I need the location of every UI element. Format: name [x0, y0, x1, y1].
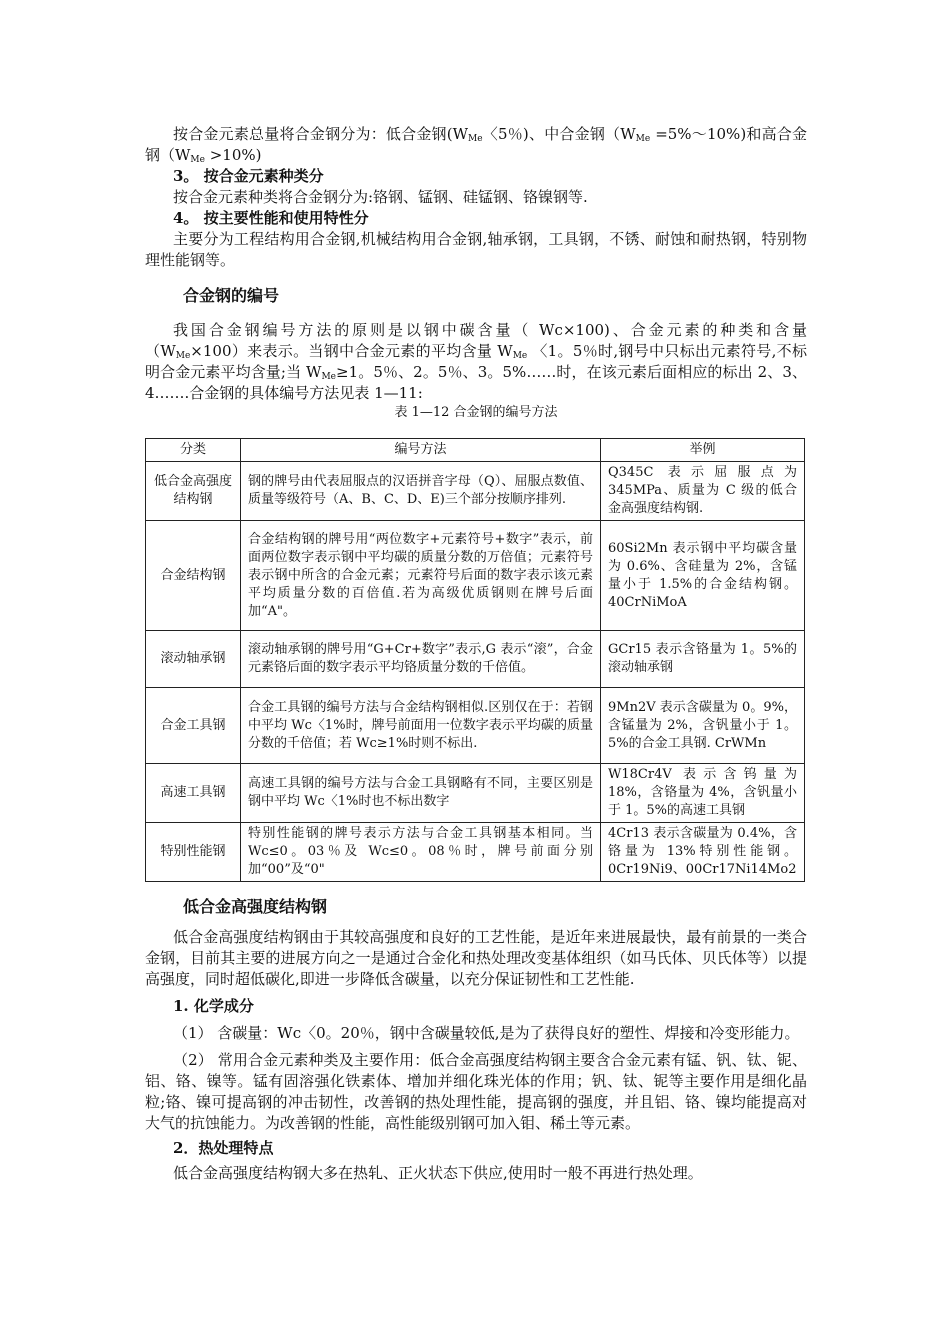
cell-example: 9Mn2V 表示含碳量为 0。9%，含锰量为 2%，含钒量小于 1。5%的合金工具钢. CrWMn — [601, 688, 805, 764]
cell-category: 滚动轴承钢 — [146, 631, 241, 688]
cell-example: 4Cr13 表示含碳量为 0.4%，含铬量为 13%特别性能钢。0Cr19Ni9、00Cr17Ni14Mo2 — [601, 823, 805, 882]
cell-method: 钢的牌号由代表屈服点的汉语拼音字母（Q）、屈服点数值、质量等级符号（A、B、C、D、E)三个部分按顺序排列. — [241, 462, 601, 521]
paragraph-heat-treatment: 低合金高强度结构钢大多在热轧、正火状态下供应,使用时一般不再进行热处理。 — [173, 1164, 703, 1182]
header-method: 编号方法 — [241, 439, 601, 462]
table-row — [146, 521, 805, 631]
cell-example: GCr15 表示含铬量为 1。5%的滚动轴承钢 — [601, 631, 805, 688]
table-row — [146, 764, 805, 823]
cell-category: 合金工具钢 — [146, 688, 241, 764]
heading-by-element-type: 3。 按合金元素种类分 — [173, 167, 324, 185]
cell-example: Q345C 表示屈服点为 345MPa、质量为 C 级的低合金高强度结构钢. — [601, 462, 805, 521]
cell-method: 滚动轴承钢的牌号用“G+Cr+数字”表示,G 表示“滚”，合金元素铬后面的数字表示平均铬质量分数的千倍值。 — [241, 631, 601, 688]
heading-heat-treatment: 2．热处理特点 — [173, 1139, 274, 1157]
table-row — [146, 688, 805, 764]
section-title-numbering: 合金钢的编号 — [183, 286, 280, 305]
section-title-hsla: 低合金高强度结构钢 — [183, 897, 328, 916]
paragraph-by-element-type: 按合金元素种类将合金钢分为:铬钢、锰钢、硅锰钢、铬镍钢等. — [173, 188, 588, 206]
hsla-intro-paragraph: 低合金高强度结构钢由于其较高强度和良好的工艺性能，是近年来进展最快，最有前景的一类合金钢，目前其主要的进展方向之一是通过合金化和热处理改变基体组织（如马氏体、贝氏体等）以提高强度，同时超低碳化,即进一步降低含碳量，以充分保证韧性和工艺性能. — [145, 928, 807, 988]
table-caption: 表 1—12 合金钢的编号方法 — [394, 405, 558, 420]
table-row — [146, 631, 805, 688]
header-category: 分类 — [146, 439, 241, 462]
intro-paragraph: 按合金元素总量将合金钢分为：低合金钢($W_{Me}$〈5％)、中合金钢（$W_{Me}$ =5%～10%)和高合金钢$(W_{Me} >10\%)$ — [145, 125, 807, 165]
table-header-row — [146, 439, 805, 462]
cell-method: 高速工具钢的编号方法与合金工具钢略有不同，主要区别是钢中平均 Wc〈1%时也不标出数字 — [241, 764, 601, 823]
document-body — [145, 124, 807, 1184]
cell-method: 合金工具钢的编号方法与合金结构钢相似.区别仅在于：若钢中平均 Wc〈1%时，牌号前面用一位数字表示平均碳的质量分数的千倍值；若 Wc≥1%时则不标出. — [241, 688, 601, 764]
cell-category: 合金结构钢 — [146, 521, 241, 631]
paragraph-carbon-content: （1） 含碳量：Wc〈0。20％，钢中含碳量较低,是为了获得良好的塑性、焊接和冷变形能力。 — [173, 1024, 800, 1042]
numbering-paragraph: 我国合金钢编号方法的原则是以钢中碳含量（ Wc×100)、合金元素的种类和含量$(W_{Me}\times 100)$来表示。当钢中合金元素的平均含量 $W_{Me}$ 〈1。5％时,钢号中只标出元素符号,不标明合金元素平均含量;当 $W_{Me}\ge 1$。5％、2。5％、3。5%……时，在该元素后面相应的标出 2、3、4…….合金钢的具体编号方法见表 1—11: — [145, 321, 808, 402]
paragraph-by-performance: 主要分为工程结构用合金钢,机械结构用合金钢,轴承钢，工具钢，不锈、耐蚀和耐热钢，特别物理性能钢等。 — [145, 230, 807, 269]
cell-category: 特别性能钢 — [146, 823, 241, 882]
cell-method: 特别性能钢的牌号表示方法与合金工具钢基本相同。当 Wc≤0。03％及 Wc≤0。08％时，牌号前面分别加“00”及“0" — [241, 823, 601, 882]
cell-category: 高速工具钢 — [146, 764, 241, 823]
paragraph-alloy-elements: （2） 常用合金元素种类及主要作用：低合金高强度结构钢主要含合金元素有锰、钒、钛、铌、铝、铬、镍等。锰有固溶强化铁素体、增加并细化珠光体的作用；钒、钛、铌等主要作用是细化晶粒;铬、镍可提高钢的冲击韧性，改善钢的热处理性能，提高钢的强度，并且铝、铬、镍均能提高对大气的抗蚀能力。为改善钢的性能，高性能级别钢可加入钼、稀土等元素。 — [145, 1051, 807, 1132]
table-row — [146, 823, 805, 882]
table-row — [146, 462, 805, 521]
cell-example: W18Cr4V 表示含钨量为 18%，含铬量为 4%，含钒量小于 1。5%的高速工具钢 — [601, 764, 805, 823]
numbering-table — [145, 438, 805, 882]
cell-example: 60Si2Mn 表示钢中平均碳含量为 0.6%、含硅量为 2%，含锰量小于 1.5%的合金结构钢。40CrNiMoA — [601, 521, 805, 631]
heading-chemical-composition: 1. 化学成分 — [173, 997, 254, 1015]
heading-by-performance: 4。 按主要性能和使用特性分 — [173, 209, 369, 227]
cell-method: 合金结构钢的牌号用“两位数字+元素符号+数字”表示，前面两位数字表示钢中平均碳的质量分数的万倍值；元素符号表示钢中所含的合金元素；元素符号后面的数字表示该元素平均质量分数的百倍值.若为高级优质钢则在牌号后面加“A"。 — [241, 521, 601, 631]
header-example: 举例 — [601, 439, 805, 462]
cell-category: 低合金高强度结构钢 — [146, 462, 241, 521]
